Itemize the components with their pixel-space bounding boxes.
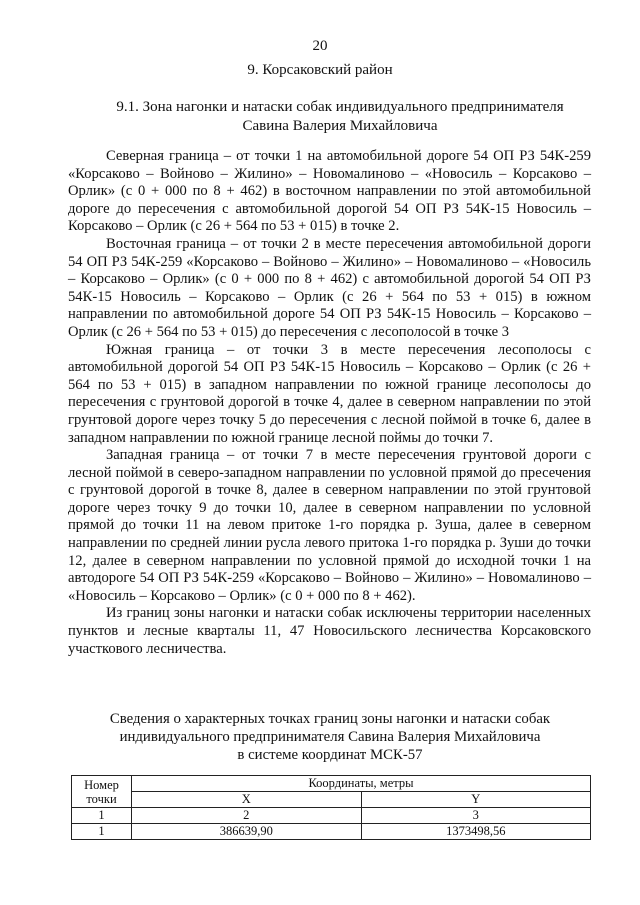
- west-boundary-paragraph: Западная граница – от точки 7 в месте пересечения грунтовой дороги с лесной поймой в северо-западном направлении по условной прямой до пресечения с грунтовой дорогой в точке 8, далее в северном направлении по этой грунтовой дороге через точку 9 до точки 10, далее в северном направлении по условной прямой до точки 11 на левом притоке 1-го порядка р. Зуша, далее в северном направлении по средней линии русла левого притока 1-го порядка р. Зуши до точки 12, далее в северном направлении по условной прямой до исходной точки 1 на автодороге 54 ОП РЗ 54К-259 «Корсаково – Войново – Жилино» – Новомалиново – «Новосиль – Корсаково – Орлик» (с 0 + 000 по 8 + 462).: [68, 447, 591, 604]
- table-cell: 3: [361, 808, 591, 824]
- table-subheader-row: [72, 792, 591, 808]
- exclusions-paragraph: Из границ зоны нагонки и натаски собак исключены территории населенных пунктов и лесные кварталы 11, 47 Новосильского лесничества Корсаковского участкового лесничества.: [68, 605, 591, 657]
- district-heading: 9. Корсаковский район: [247, 62, 393, 78]
- north-boundary-paragraph: Северная граница – от точки 1 на автомобильной дороге 54 ОП РЗ 54К-259 «Корсаково – Войново – Жилино» – Новомалиново – «Новосиль – Корсаково – Орлик» (с 0 + 000 по 8 + 462) в восточном направлении по этой автомобильной дороге до пересечения с автомобильной дорогой 54 ОП РЗ 54К-15 Новосиль – Корсаково – Орлик (с 26 + 564 по 53 + 015) в точке 2.: [68, 148, 591, 235]
- table-header-row: [72, 776, 591, 792]
- zone-title: [60, 98, 620, 136]
- x-header: X: [132, 792, 362, 808]
- zone-title-line: Савина Валерия Михайловича: [242, 118, 438, 134]
- table-cell: 2: [132, 808, 362, 824]
- table-cell: 1: [72, 824, 132, 840]
- coordinates-table: [71, 775, 591, 840]
- east-boundary-paragraph: Восточная граница – от точки 2 в месте пересечения автомобильной дороги 54 ОП РЗ 54К-259 «Корсаково – Войново – Жилино» – Новомалиново – «Новосиль – Корсаково – Орлик» (с 0 + 000 по 8 + 462) с автомобильной дорогой 54 ОП РЗ 54К-15 Новосиль – Корсаково – Орлик (с 26 + 564 по 53 + 015) в южном направлении по автомобильной дороге 54 ОП РЗ 54К-15 Новосиль – Корсаково – Орлик (с 26 + 564 по 53 + 015) до пересечения с лесополосой в точке 3: [68, 235, 591, 340]
- y-header: Y: [361, 792, 591, 808]
- table-index-row: [72, 808, 591, 824]
- table-title: [70, 711, 590, 764]
- table-cell: 1: [72, 808, 132, 824]
- table-title-line: Сведения о характерных точках границ зоны нагонки и натаски собак: [109, 711, 551, 727]
- point-number-header: Номер точки: [72, 776, 132, 808]
- table-cell: 386639,90: [132, 824, 362, 840]
- coordinates-header: Координаты, метры: [132, 776, 591, 792]
- table-cell: 1373498,56: [361, 824, 591, 840]
- table-row: [72, 824, 591, 840]
- table-title-line: в системе координат МСК-57: [237, 746, 423, 763]
- table-title-line: индивидуального предпринимателя Савина Валерия Михайловича: [119, 728, 541, 745]
- boundary-description: [68, 148, 591, 658]
- south-boundary-paragraph: Южная граница – от точки 3 в месте пересечения лесополосы с автомобильной дорогой 54 ОП РЗ 54К-15 Новосиль – Корсаково – Орлик (с 26 + 564 по 53 + 015) в западном направлении по южной границе лесополосы до пересечения с грунтовой дорогой в точке 4, далее в северном направлении по этой грунтовой дороге через точку 5 до пересечения с лесной поймой в точке 6, далее в западном направлении по южной границе лесной поймы до точки 7.: [68, 341, 591, 446]
- page-number: 20: [312, 38, 328, 54]
- zone-title-line: 9.1. Зона нагонки и натаски собак индивидуального предпринимателя: [116, 99, 564, 115]
